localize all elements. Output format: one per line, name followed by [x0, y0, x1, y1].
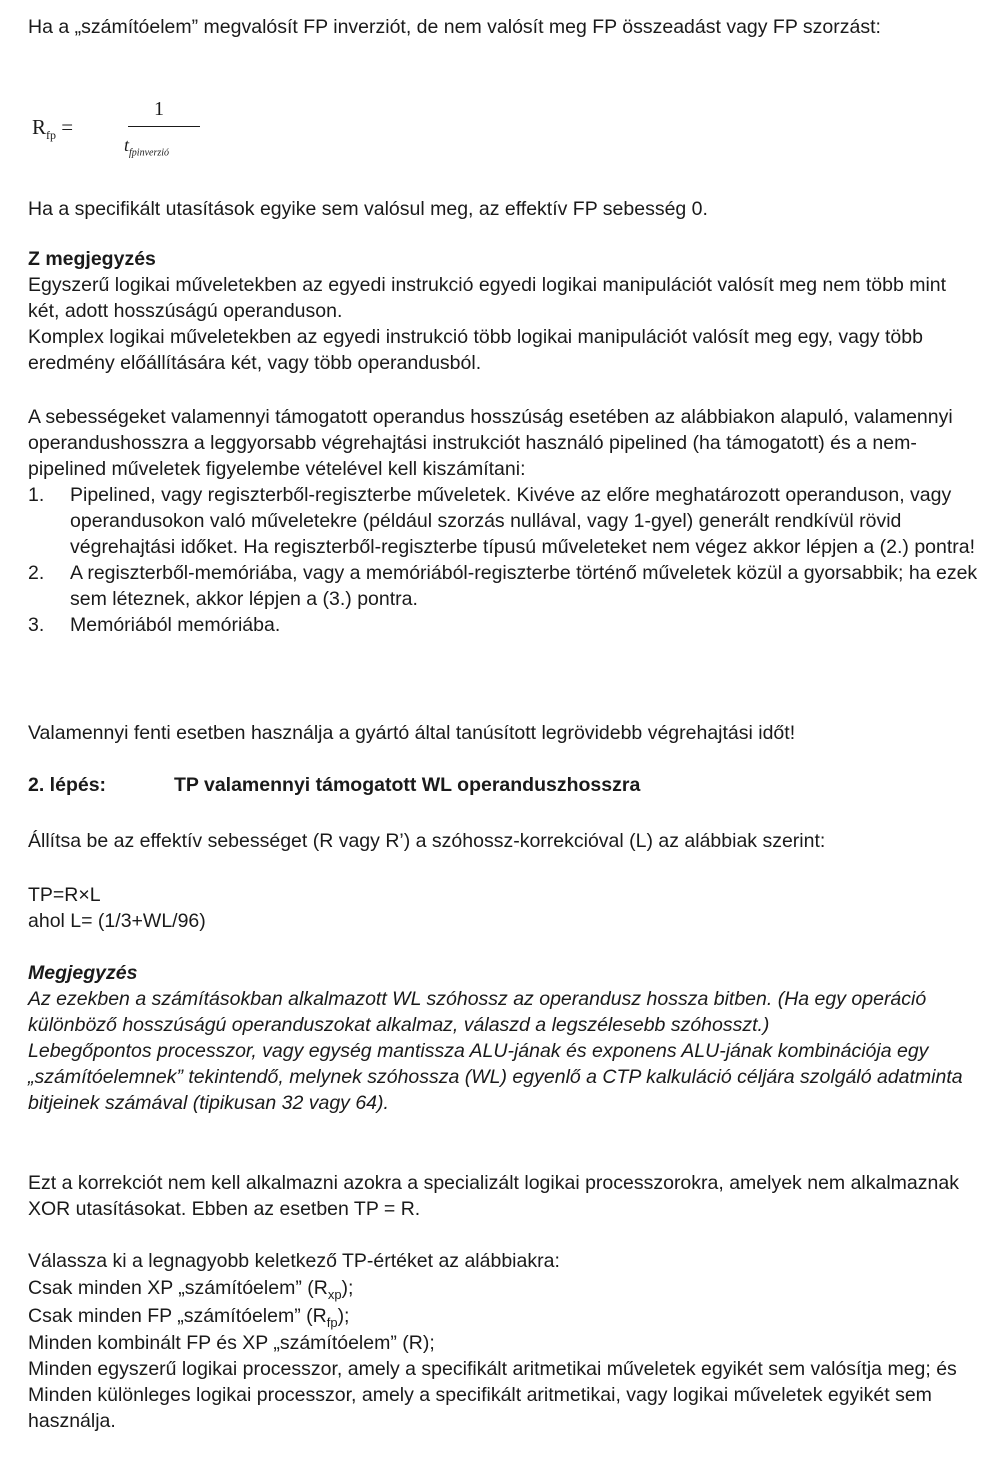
note-2-paragraph-1: Az ezekben a számításokban alkalmazott WL szóhossz az operandusz hossza bitben. (Ha egy operáció különböző hosszúságú operanduszokat alkalmaz, válaszd a legszélesebb szóhosszt.): [28, 988, 927, 1036]
list-item: 3. Memóriából memóriába.: [28, 614, 281, 636]
intro-paragraph: Ha a „számítóelem” megvalósít FP inverziót, de nem valósít meg FP összeadást vagy FP szorzást:: [28, 16, 881, 38]
step-label: 2. lépés:: [28, 774, 107, 796]
speeds-paragraph: A sebességeket valamennyi támogatott operandus hosszúság esetében az alábbiakon alapuló, valamennyi operandushosszra a leggyorsabb végrehajtási instrukciót használó pipelined (ha támogatott) és a nem- pipelined műveletek figyelembe vételével kell kiszámítani:: [28, 406, 953, 480]
list-item: 2. A regiszterből-memóriába, vagy a memóriából-regiszterbe történő műveletek közül a gyorsabbik; ha ezek sem léteznek, akkor lépjen a (3.) pontra.: [28, 562, 978, 610]
choose-line-combined: Minden kombinált FP és XP „számítóelem” (R);: [28, 1332, 435, 1354]
formula-numerator: 1: [154, 98, 164, 120]
choose-line-special-logic: Minden különleges logikai processzor, amely a specifikált aritmetikai, vagy logikai műveletek egyikét sem használja.: [28, 1384, 932, 1432]
note-2-section: [28, 960, 978, 1116]
tp-formula-block: [28, 882, 978, 934]
speeds-list: [28, 482, 978, 638]
rfp-formula: [32, 96, 192, 166]
step-title: TP valamennyi támogatott WL operanduszhosszra: [174, 774, 641, 796]
formula-lhs: $R_{fp}$ =: [32, 115, 74, 143]
choose-section: [28, 1248, 978, 1434]
note-2-heading: Megjegyzés: [28, 962, 138, 984]
choose-intro: Válassza ki a legnagyobb keletkező TP-értéket az alábbiakra:: [28, 1250, 560, 1272]
choose-line-xp: Csak minden XP „számítóelem” $(R_{xp})$;: [28, 1277, 354, 1302]
note-2-paragraph-2: Lebegőpontos processzor, vagy egység mantissza ALU-jának és exponens ALU-jának kombinációja egy „számítóelemnek” tekintendő, melynek szóhossza (WL) egyenlő a CTP kalkuláció céljára szolgáló adatminta bitjeinek számával (tipikusan 32 vagy 64).: [28, 1040, 963, 1114]
z-note-heading: Z megjegyzés: [28, 248, 156, 270]
correction-paragraph: Ezt a korrekciót nem kell alkalmazni azokra a specializált logikai processzorokra, amelyek nem alkalmaznak XOR utasításokat. Ebben az esetben TP = R.: [28, 1172, 959, 1220]
choose-line-fp: Csak minden FP „számítóelem” $(R_{fp})$;: [28, 1305, 350, 1330]
l-formula: ahol L= (1/3+WL/96): [28, 910, 206, 932]
tp-formula: TP=R×L: [28, 884, 101, 906]
adjust-paragraph: Állítsa be az effektív sebességet (R vagy R’) a szóhossz-korrekcióval (L) az alábbiak szerint:: [28, 830, 826, 852]
speeds-section: [28, 404, 978, 638]
fraction-bar: [128, 126, 200, 127]
shortest-time-note: Valamennyi fenti esetben használja a gyártó által tanúsított legrövidebb végrehajtási időt!: [28, 722, 796, 744]
z-note-paragraph-2: Komplex logikai műveletekben az egyedi instrukció több logikai manipulációt valósít meg egy, vagy több eredmény előállítására két, vagy több operandusból.: [28, 326, 923, 374]
zero-speed-note: Ha a specifikált utasítások egyike sem valósul meg, az effektív FP sebesség 0.: [28, 198, 708, 220]
choose-line-simple-logic: Minden egyszerű logikai processzor, amely a specifikált aritmetikai műveletek egyikét sem valósítja meg; és: [28, 1358, 957, 1380]
z-note-paragraph-1: Egyszerű logikai műveletekben az egyedi instrukció egyedi logikai manipulációt valósít meg nem több mint két, adott hosszúságú operanduson.: [28, 274, 947, 322]
list-item: 1. Pipelined, vagy regiszterből-regiszterbe műveletek. Kivéve az előre meghatározott operanduson, vagy operandusokon való műveletekre (például szorzás nullával, vagy 1-gyel) generált rendkívül rövid végrehajtási időket. Ha regiszterből-regiszterbe típusú műveleteket nem végez akkor lépjen a (2.) pontra!: [28, 484, 976, 558]
formula-denominator: $t_{fpinverzió}$: [124, 135, 170, 159]
z-note-section: [28, 246, 978, 376]
